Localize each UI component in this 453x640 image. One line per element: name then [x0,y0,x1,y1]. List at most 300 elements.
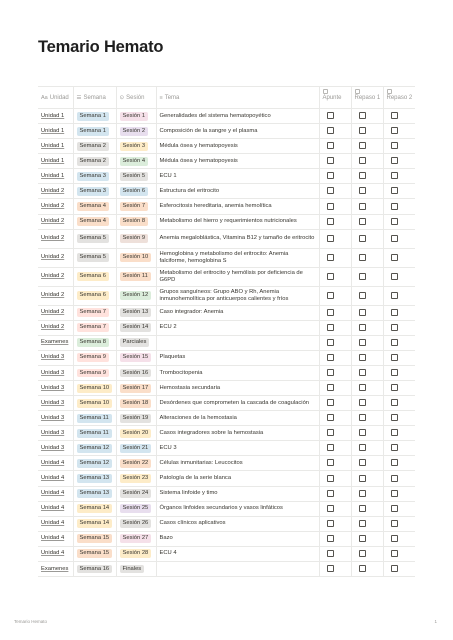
apunte-checkbox[interactable] [327,429,334,436]
repaso2-checkbox[interactable] [391,535,398,542]
apunte-checkbox[interactable] [327,565,334,572]
unidad-link[interactable]: Unidad 2 [41,187,65,194]
semana-tag[interactable]: Semana 11 [77,429,112,438]
cell-apunte [319,531,351,546]
table-row[interactable] [38,531,415,546]
unidad-link[interactable]: Unidad 2 [41,292,65,299]
cell-repaso1 [351,411,383,426]
cell-tema[interactable]: Hemoglobina y metabolismo del eritrocito: Anemia falciforme, hemoglobina S [156,248,319,267]
checkbox-property-icon [387,89,392,94]
cell-unidad [38,411,73,426]
cell-unidad [38,335,73,350]
apunte-checkbox[interactable] [327,254,334,261]
cell-semana [73,109,116,124]
semana-tag[interactable]: Semana 3 [77,187,109,196]
table-row[interactable] [38,456,415,471]
column-header-repaso1[interactable] [351,87,383,109]
sesion-tag[interactable]: Sesión 15 [120,353,152,362]
cell-sesion [116,169,156,184]
sesion-tag[interactable]: Sesión 10 [120,253,152,262]
cell-tema[interactable]: Metabolismo del hierro y requerimientos nutricionales [156,214,319,229]
repaso2-checkbox[interactable] [391,369,398,376]
cell-apunte [319,381,351,396]
table-row[interactable] [38,184,415,199]
sesion-tag[interactable]: Sesión 16 [120,369,152,378]
sesion-tag[interactable]: Sesión 20 [120,429,152,438]
semana-tag[interactable]: Semana 9 [77,369,109,378]
cell-repaso1 [351,286,383,305]
cell-tema[interactable]: Plaquetas [156,350,319,365]
table-row[interactable] [38,109,415,124]
sesion-tag[interactable]: Sesión 3 [120,142,149,151]
unidad-link[interactable]: Examenes [41,339,69,346]
apunte-checkbox[interactable] [327,354,334,361]
apunte-checkbox[interactable] [327,187,334,194]
cell-tema[interactable]: Sistema linfoide y timo [156,486,319,501]
sesion-tag[interactable]: Sesión 27 [120,534,152,543]
sesion-tag[interactable]: Sesión 13 [120,308,152,317]
apunte-checkbox[interactable] [327,218,334,225]
unidad-link[interactable]: Unidad 3 [41,444,65,451]
unidad-link[interactable]: Unidad 3 [41,369,65,376]
repaso2-checkbox[interactable] [391,218,398,225]
repaso1-checkbox[interactable] [359,218,366,225]
cell-sesion [116,396,156,411]
repaso1-checkbox[interactable] [359,112,366,119]
cell-semana [73,396,116,411]
repaso1-checkbox[interactable] [359,384,366,391]
repaso2-checkbox[interactable] [391,505,398,512]
cell-unidad [38,154,73,169]
cell-tema[interactable]: Órganos linfoides secundarios y vasos linfáticos [156,501,319,516]
repaso2-checkbox[interactable] [391,384,398,391]
cell-unidad [38,199,73,214]
repaso2-checkbox[interactable] [391,475,398,482]
apunte-checkbox[interactable] [327,112,334,119]
cell-repaso2 [383,154,415,169]
sesion-tag[interactable]: Sesión 12 [120,291,152,300]
table-row[interactable] [38,365,415,380]
table-row[interactable] [38,139,415,154]
table-row[interactable] [38,471,415,486]
cell-tema[interactable]: Casos clínicos aplicativos [156,516,319,531]
unidad-link[interactable]: Unidad 1 [41,142,65,149]
repaso1-checkbox[interactable] [359,203,366,210]
cell-repaso2 [383,441,415,456]
table-row[interactable] [38,229,415,248]
cell-tema[interactable]: Trombocitopenia [156,365,319,380]
unidad-link[interactable]: Unidad 1 [41,172,65,179]
sesion-tag[interactable]: Sesión 24 [120,489,152,498]
cell-repaso1 [351,124,383,139]
semana-tag[interactable]: Semana 15 [77,534,113,543]
repaso2-checkbox[interactable] [391,187,398,194]
semana-tag[interactable]: Semana 13 [77,474,113,483]
cell-tema[interactable]: Desórdenes que comprometen la cascada de coagulación [156,396,319,411]
repaso2-checkbox[interactable] [391,142,398,149]
unidad-link[interactable]: Unidad 2 [41,254,65,261]
repaso1-checkbox[interactable] [359,444,366,451]
repaso1-checkbox[interactable] [359,324,366,331]
unidad-link[interactable]: Unidad 3 [41,429,65,436]
cell-apunte [319,365,351,380]
cell-repaso1 [351,531,383,546]
table-row[interactable] [38,124,415,139]
cell-semana [73,501,116,516]
checkbox-property-icon [323,89,328,94]
repaso2-checkbox[interactable] [391,273,398,280]
apunte-checkbox[interactable] [327,369,334,376]
repaso1-checkbox[interactable] [359,429,366,436]
sesion-tag[interactable]: Sesión 17 [120,384,152,393]
semana-tag[interactable]: Semana 7 [77,323,109,332]
repaso2-checkbox[interactable] [391,292,398,299]
sesion-tag[interactable]: Sesión 22 [120,459,152,468]
unidad-link[interactable]: Unidad 3 [41,384,65,391]
semana-tag[interactable]: Semana 7 [77,308,109,317]
cell-unidad [38,248,73,267]
cell-repaso1 [351,109,383,124]
repaso1-checkbox[interactable] [359,142,366,149]
repaso1-checkbox[interactable] [359,399,366,406]
repaso1-checkbox[interactable] [359,475,366,482]
cell-tema[interactable] [156,561,319,576]
repaso1-checkbox[interactable] [359,339,366,346]
unidad-link[interactable]: Unidad 2 [41,273,65,280]
unidad-link[interactable]: Unidad 4 [41,475,65,482]
apunte-checkbox[interactable] [327,399,334,406]
table-row[interactable] [38,335,415,350]
unidad-link[interactable]: Unidad 4 [41,505,65,512]
cell-tema[interactable]: ECU 2 [156,320,319,335]
repaso2-checkbox[interactable] [391,399,398,406]
cell-repaso2 [383,426,415,441]
cell-tema[interactable]: ECU 3 [156,441,319,456]
cell-tema[interactable]: Anemia megaloblástica, Vitamina B12 y tamaño de eritrocito [156,229,319,248]
cell-apunte [319,441,351,456]
repaso1-checkbox[interactable] [359,292,366,299]
apunte-checkbox[interactable] [327,157,334,164]
cell-tema[interactable]: Generalidades del sistema hematopoyético [156,109,319,124]
repaso1-checkbox[interactable] [359,414,366,421]
repaso2-checkbox[interactable] [391,127,398,134]
cell-tema[interactable] [156,335,319,350]
repaso2-checkbox[interactable] [391,354,398,361]
repaso2-checkbox[interactable] [391,414,398,421]
repaso2-checkbox[interactable] [391,203,398,210]
repaso1-checkbox[interactable] [359,254,366,261]
cell-tema[interactable]: Grupos sanguíneos: Grupo ABO y Rh, Anemia inmunohemolítica por anticuerpos calientes y fríos [156,286,319,305]
sesion-tag[interactable]: Sesión 9 [120,234,149,243]
column-header-unidad[interactable] [38,87,73,109]
column-header-sesion[interactable] [116,87,156,109]
table-row[interactable] [38,320,415,335]
cell-repaso1 [351,426,383,441]
unidad-link[interactable]: Unidad 3 [41,399,65,406]
column-header-repaso2[interactable] [383,87,415,109]
semana-tag[interactable]: Semana 12 [77,444,113,453]
unidad-link[interactable]: Unidad 1 [41,127,65,134]
unidad-link[interactable]: Unidad 4 [41,520,65,527]
apunte-checkbox[interactable] [327,414,334,421]
cell-sesion [116,546,156,561]
semana-tag[interactable]: Semana 4 [77,202,109,211]
column-header-label: Sesión [126,94,145,101]
table-row[interactable] [38,248,415,267]
cell-tema[interactable]: Médula ósea y hematopoyesis [156,139,319,154]
cell-repaso2 [383,411,415,426]
repaso1-checkbox[interactable] [359,157,366,164]
cell-tema[interactable]: Células inmunitarias: Leucocitos [156,456,319,471]
semana-tag[interactable]: Semana 11 [77,414,112,423]
semana-tag[interactable]: Semana 15 [77,549,113,558]
sesion-tag[interactable]: Sesión 8 [120,217,149,226]
apunte-checkbox[interactable] [327,535,334,542]
apunte-checkbox[interactable] [327,384,334,391]
repaso1-checkbox[interactable] [359,354,366,361]
apunte-checkbox[interactable] [327,273,334,280]
repaso1-checkbox[interactable] [359,309,366,316]
apunte-checkbox[interactable] [327,550,334,557]
column-header-label: Repaso 1 [354,95,381,101]
table-row[interactable] [38,516,415,531]
semana-tag[interactable]: Semana 8 [77,338,109,347]
apunte-checkbox[interactable] [327,127,334,134]
text-lines-property-icon: ≡ [159,94,163,101]
unidad-link[interactable]: Unidad 2 [41,309,65,316]
cell-tema[interactable]: Composición de la sangre y el plasma [156,124,319,139]
repaso1-checkbox[interactable] [359,550,366,557]
table-row[interactable] [38,546,415,561]
cell-tema[interactable]: Patología de la serie blanca [156,471,319,486]
cell-unidad [38,501,73,516]
semana-tag[interactable]: Semana 13 [77,489,113,498]
repaso2-checkbox[interactable] [391,565,398,572]
semana-tag[interactable]: Semana 14 [77,504,113,513]
table-row[interactable] [38,350,415,365]
repaso1-checkbox[interactable] [359,520,366,527]
sesion-tag[interactable]: Sesión 1 [120,112,149,121]
semana-tag[interactable]: Semana 10 [77,399,113,408]
semana-tag[interactable]: Semana 1 [77,112,109,121]
repaso1-checkbox[interactable] [359,172,366,179]
repaso1-checkbox[interactable] [359,273,366,280]
apunte-checkbox[interactable] [327,490,334,497]
apunte-checkbox[interactable] [327,459,334,466]
cell-sesion [116,248,156,267]
apunte-checkbox[interactable] [327,172,334,179]
table-row[interactable] [38,441,415,456]
table-row[interactable] [38,199,415,214]
apunte-checkbox[interactable] [327,324,334,331]
cell-repaso2 [383,381,415,396]
unidad-link[interactable]: Unidad 2 [41,235,65,242]
sesion-tag[interactable]: Sesión 7 [120,202,149,211]
column-header-semana[interactable] [73,87,116,109]
cell-sesion [116,305,156,320]
unidad-link[interactable]: Unidad 1 [41,157,65,164]
cell-tema[interactable]: Casos integradores sobre la hemostasia [156,426,319,441]
sesion-tag[interactable]: Sesión 2 [120,127,149,136]
unidad-link[interactable]: Unidad 1 [41,112,65,119]
apunte-checkbox[interactable] [327,475,334,482]
cell-tema[interactable]: Metabolismo del eritrocito y hemólisis por deficiencia de G6PD [156,267,319,286]
repaso2-checkbox[interactable] [391,490,398,497]
repaso1-checkbox[interactable] [359,187,366,194]
semana-tag[interactable]: Semana 5 [77,253,109,262]
checkbox-property-icon [355,89,360,94]
apunte-checkbox[interactable] [327,142,334,149]
sesion-tag[interactable]: Sesión 23 [120,474,152,483]
semana-tag[interactable]: Semana 3 [77,172,109,181]
table-row[interactable] [38,154,415,169]
column-header-label: Unidad [49,94,69,101]
cell-tema[interactable]: Bazo [156,531,319,546]
table-row[interactable] [38,501,415,516]
column-header-tema[interactable] [156,87,319,109]
cell-tema[interactable]: Estructura del eritrocito [156,184,319,199]
semana-tag[interactable]: Semana 1 [77,127,109,136]
sesion-tag[interactable]: Sesión 14 [120,323,152,332]
repaso2-checkbox[interactable] [391,324,398,331]
sesion-tag[interactable]: Sesión 18 [120,399,152,408]
cell-tema[interactable]: Esferocitosis hereditaria, anemia hemolítica [156,199,319,214]
table-row[interactable] [38,426,415,441]
table-row[interactable] [38,561,415,576]
cell-tema[interactable]: ECU 1 [156,169,319,184]
sesion-tag[interactable]: Sesión 19 [120,414,152,423]
unidad-link[interactable]: Unidad 4 [41,535,65,542]
table-row[interactable] [38,305,415,320]
sesion-tag[interactable]: Sesión 25 [120,504,152,513]
repaso2-checkbox[interactable] [391,172,398,179]
apunte-checkbox[interactable] [327,444,334,451]
cell-sesion [116,199,156,214]
repaso2-checkbox[interactable] [391,550,398,557]
repaso1-checkbox[interactable] [359,235,366,242]
repaso2-checkbox[interactable] [391,235,398,242]
semana-tag[interactable]: Semana 14 [77,519,113,528]
table-row[interactable] [38,486,415,501]
sesion-tag[interactable]: Sesión 6 [120,187,149,196]
apunte-checkbox[interactable] [327,520,334,527]
repaso1-checkbox[interactable] [359,505,366,512]
cell-tema[interactable]: Caso integrador: Anemia [156,305,319,320]
semana-tag[interactable]: Semana 6 [77,291,109,300]
table-row[interactable] [38,411,415,426]
cell-unidad [38,456,73,471]
page-title: Temario Hemato [38,38,164,56]
unidad-link[interactable]: Unidad 3 [41,354,65,361]
cell-tema[interactable]: ECU 4 [156,546,319,561]
column-header-apunte[interactable] [319,87,351,109]
apunte-checkbox[interactable] [327,505,334,512]
apunte-checkbox[interactable] [327,235,334,242]
semana-tag[interactable]: Semana 6 [77,272,109,281]
semana-tag[interactable]: Semana 10 [77,384,113,393]
repaso2-checkbox[interactable] [391,309,398,316]
cell-tema[interactable]: Médula ósea y hematopoyesis [156,154,319,169]
unidad-link[interactable]: Unidad 2 [41,203,65,210]
sesion-tag[interactable]: Finales [120,565,145,574]
repaso1-checkbox[interactable] [359,535,366,542]
unidad-link[interactable]: Unidad 2 [41,324,65,331]
unidad-link[interactable]: Examenes [41,565,69,572]
cell-tema[interactable]: Alteraciones de la hemostasia [156,411,319,426]
sesion-tag[interactable]: Sesión 4 [120,157,149,166]
sesion-tag[interactable]: Sesión 11 [120,272,151,281]
repaso2-checkbox[interactable] [391,339,398,346]
unidad-link[interactable]: Unidad 4 [41,550,65,557]
cell-unidad [38,139,73,154]
table-header-row [38,87,415,109]
repaso1-checkbox[interactable] [359,565,366,572]
sesion-tag[interactable]: Sesión 21 [120,444,152,453]
table-row[interactable] [38,396,415,411]
semana-tag[interactable]: Semana 2 [77,157,109,166]
apunte-checkbox[interactable] [327,203,334,210]
repaso2-checkbox[interactable] [391,157,398,164]
semana-tag[interactable]: Semana 4 [77,217,109,226]
cell-tema[interactable]: Hemostasia secundaria [156,381,319,396]
repaso2-checkbox[interactable] [391,520,398,527]
text-property-icon: Aa [41,94,48,101]
repaso2-checkbox[interactable] [391,112,398,119]
table-row[interactable] [38,267,415,286]
repaso1-checkbox[interactable] [359,459,366,466]
repaso2-checkbox[interactable] [391,429,398,436]
cell-apunte [319,561,351,576]
repaso2-checkbox[interactable] [391,444,398,451]
table-row[interactable] [38,169,415,184]
semana-tag[interactable]: Semana 5 [77,234,109,243]
sesion-tag[interactable]: Sesión 28 [120,549,152,558]
semana-tag[interactable]: Semana 12 [77,459,113,468]
apunte-checkbox[interactable] [327,309,334,316]
semana-tag[interactable]: Semana 2 [77,142,109,151]
cell-apunte [319,411,351,426]
sesion-tag[interactable]: Sesión 5 [120,172,149,181]
semana-tag[interactable]: Semana 9 [77,353,109,362]
sesion-tag[interactable]: Sesión 26 [120,519,152,528]
semana-tag[interactable]: Semana 16 [77,565,113,574]
table-row[interactable] [38,286,415,305]
table-row[interactable] [38,381,415,396]
repaso2-checkbox[interactable] [391,459,398,466]
unidad-link[interactable]: Unidad 2 [41,218,65,225]
cell-apunte [319,169,351,184]
repaso1-checkbox[interactable] [359,127,366,134]
cell-apunte [319,248,351,267]
cell-repaso2 [383,501,415,516]
table-row[interactable] [38,214,415,229]
cell-repaso2 [383,456,415,471]
cell-repaso2 [383,350,415,365]
unidad-link[interactable]: Unidad 4 [41,490,65,497]
cell-repaso1 [351,396,383,411]
apunte-checkbox[interactable] [327,339,334,346]
apunte-checkbox[interactable] [327,292,334,299]
cell-sesion [116,501,156,516]
repaso1-checkbox[interactable] [359,490,366,497]
cell-unidad [38,169,73,184]
cell-semana [73,139,116,154]
unidad-link[interactable]: Unidad 3 [41,414,65,421]
unidad-link[interactable]: Unidad 4 [41,459,65,466]
repaso2-checkbox[interactable] [391,254,398,261]
sesion-tag[interactable]: Parciales [120,338,150,347]
repaso1-checkbox[interactable] [359,369,366,376]
